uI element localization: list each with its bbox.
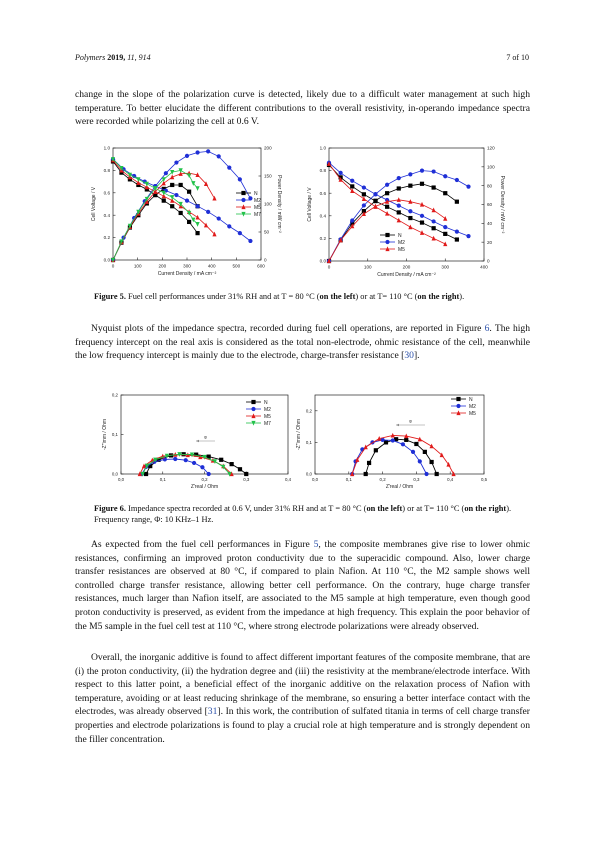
y2-axis-label: Power Density / mW cm⁻² bbox=[276, 175, 282, 233]
y2-tick-label: 100 bbox=[264, 201, 272, 207]
x-axis-label: Current Density / mA cm⁻² bbox=[377, 272, 436, 278]
power-point-M2 bbox=[185, 154, 189, 158]
voltage-point-M2 bbox=[362, 185, 366, 189]
x-tick-label: 200 bbox=[402, 264, 411, 270]
power-point-M7 bbox=[187, 173, 191, 178]
legend-label-N: N bbox=[398, 232, 402, 239]
plot-frame bbox=[329, 148, 484, 261]
impedance-point-N bbox=[364, 472, 368, 476]
y-tick-label: 0.6 bbox=[103, 190, 110, 196]
y-axis-label: -Z''imm / Ohm bbox=[102, 418, 108, 451]
y-tick-label: 0.4 bbox=[103, 212, 110, 218]
impedance-line-M5 bbox=[140, 455, 232, 474]
x-tick-label: 400 bbox=[480, 264, 488, 270]
impedance-point-M5 bbox=[364, 445, 368, 450]
legend-label-N: N bbox=[254, 190, 258, 197]
impedance-point-N bbox=[144, 472, 148, 476]
power-point-M2 bbox=[397, 176, 401, 180]
voltage-point-M7 bbox=[145, 182, 149, 187]
x-tick-label: 100 bbox=[133, 263, 142, 269]
impedance-point-N bbox=[435, 472, 439, 476]
frequency-arrow-head bbox=[396, 424, 399, 427]
voltage-point-M2 bbox=[408, 209, 412, 213]
nyquist-paragraph: Nyquist plots of the impedance spectra, recorded during fuel cell operations, are reported in Figure 6. The high frequency intercept on the real axis is considered as the total non-electrode, ohmic resistance of the cell, meanwhile the low frequency intercept is mainly due to the electrode, charge-transfer resistance [30]. bbox=[75, 323, 530, 362]
power-point-M2 bbox=[466, 185, 470, 189]
power-point-N bbox=[385, 191, 389, 195]
x-tick-label: 300 bbox=[441, 264, 450, 270]
voltage-point-M7 bbox=[128, 173, 132, 178]
x-tick-label: 0,0 bbox=[117, 477, 125, 482]
y2-tick-label: 50 bbox=[264, 229, 270, 235]
y2-tick-label: 200 bbox=[264, 145, 272, 151]
impedance-point-M2 bbox=[418, 459, 422, 463]
impedance-point-M2 bbox=[184, 458, 188, 462]
y2-tick-label: 150 bbox=[264, 173, 272, 179]
legend-label-M5: M5 bbox=[264, 413, 271, 420]
power-point-M2 bbox=[227, 166, 231, 170]
voltage-point-N bbox=[170, 204, 174, 208]
power-point-M5 bbox=[443, 216, 447, 221]
impedance-point-M2 bbox=[192, 461, 196, 465]
impedance-point-N bbox=[430, 460, 434, 464]
impedance-line-M7 bbox=[143, 454, 230, 474]
power-line-N bbox=[329, 184, 457, 261]
impedance-point-M2 bbox=[411, 450, 415, 454]
power-point-N bbox=[179, 183, 183, 187]
y-tick-label: 0,1 bbox=[111, 432, 118, 438]
x-tick-label: 0,3 bbox=[243, 477, 250, 482]
citation-30-link[interactable]: 30 bbox=[404, 350, 414, 362]
intro-paragraph: change in the slope of the polarization curve is detected, likely due to a difficult water management at such high temperature. To better elucidate the different contributions to the overall resistivity, in-operando impedance spectra were recorded while polarizing the cell at 0.6 V. bbox=[75, 89, 530, 128]
impedance-point-M5 bbox=[430, 444, 434, 449]
x-axis-label: Z'real / Ohm bbox=[190, 484, 219, 490]
legend-marker-N bbox=[456, 397, 460, 401]
x-tick-label: 0,5 bbox=[480, 477, 488, 482]
voltage-point-N bbox=[179, 211, 183, 215]
power-point-M2 bbox=[373, 192, 377, 196]
y2-tick-label: 0 bbox=[264, 257, 267, 263]
power-point-M2 bbox=[420, 169, 424, 173]
discussion-paragraph: As expected from the fuel cell performances in Figure 5, the composite membranes give rise to lower ohmic resistances, confirming an improved proton conductivity due to the superacidic compound. Also, lower charge transfer resistances are observed at 80 °C, if compared to plain Nafion. At 110 °C, the M2 sample shows well controlled charge transfer resistance, allowing better cell performance. On the contrary, huge charge transfer resistances, much larger than Nafion itself, are associated to the M5 sample at high temperature, even though good proton conductivity is preserved, as evident from the impedance at high frequency. This explain the poor behavior of the M5 sample in the fuel cell test at 110 °C, where strong electrode polarizations were already observed. bbox=[75, 539, 530, 632]
x-axis-label: Z'real / Ohm bbox=[385, 484, 414, 490]
voltage-point-N bbox=[408, 216, 412, 220]
voltage-point-M2 bbox=[185, 199, 189, 203]
voltage-line-N bbox=[113, 161, 198, 233]
legend-label-M7: M7 bbox=[264, 420, 271, 427]
power-point-M2 bbox=[455, 178, 459, 182]
impedance-point-N bbox=[374, 448, 378, 452]
figure-6-link[interactable]: 6 bbox=[484, 323, 490, 334]
plot-frame bbox=[113, 148, 261, 260]
power-point-N bbox=[420, 182, 424, 186]
voltage-point-M2 bbox=[397, 204, 401, 208]
impedance-point-M2 bbox=[207, 472, 211, 476]
power-point-M2 bbox=[195, 150, 199, 154]
x-tick-label: 0 bbox=[327, 264, 331, 270]
x-tick-label: 0,4 bbox=[284, 477, 292, 482]
y2-axis-label: Power Density / mW cm⁻² bbox=[499, 175, 505, 234]
voltage-point-M5 bbox=[443, 241, 447, 246]
figure-6 bbox=[0, 385, 595, 515]
voltage-point-N bbox=[443, 232, 447, 236]
y-tick-label: 0.0 bbox=[319, 258, 326, 264]
power-point-M7 bbox=[195, 186, 199, 191]
impedance-chart-80c bbox=[102, 393, 292, 490]
voltage-point-M5 bbox=[362, 196, 366, 201]
polarization-chart-80c bbox=[91, 146, 282, 277]
voltage-point-M2 bbox=[206, 210, 210, 214]
legend-label-M2: M2 bbox=[264, 406, 271, 413]
voltage-point-M2 bbox=[466, 234, 470, 238]
impedance-point-M2 bbox=[173, 457, 177, 461]
power-point-M2 bbox=[385, 183, 389, 187]
power-point-N bbox=[373, 199, 377, 203]
impedance-point-M2 bbox=[200, 465, 204, 469]
voltage-point-M2 bbox=[227, 224, 231, 228]
legend-label-N: N bbox=[264, 399, 268, 406]
x-tick-label: 0,1 bbox=[345, 477, 352, 482]
y-tick-label: 0,0 bbox=[305, 471, 312, 477]
y-tick-label: 0,1 bbox=[305, 440, 312, 445]
power-point-M2 bbox=[217, 154, 221, 158]
voltage-point-M2 bbox=[432, 219, 436, 223]
y-tick-label: 0.2 bbox=[103, 235, 110, 241]
legend-label-M2: M2 bbox=[398, 239, 405, 246]
x-tick-label: 500 bbox=[232, 263, 241, 269]
legend-label-M7: M7 bbox=[254, 211, 261, 218]
voltage-line-N bbox=[329, 165, 457, 240]
voltage-point-M7 bbox=[170, 195, 174, 200]
legend-marker-M2 bbox=[456, 404, 460, 408]
power-point-M7 bbox=[170, 170, 174, 175]
y2-tick-label: 20 bbox=[487, 239, 493, 245]
voltage-point-M5 bbox=[432, 236, 436, 241]
x-axis-label: Current Density / mA cm⁻² bbox=[157, 271, 217, 277]
power-point-N bbox=[170, 183, 174, 187]
y2-tick-label: 60 bbox=[487, 202, 493, 208]
x-tick-label: 0,4 bbox=[447, 477, 454, 482]
frequency-annotation: Φ bbox=[408, 419, 413, 424]
voltage-point-M7 bbox=[195, 222, 199, 227]
y2-tick-label: 100 bbox=[487, 164, 495, 170]
power-point-M2 bbox=[174, 160, 178, 164]
voltage-point-N bbox=[397, 210, 401, 214]
legend-marker-M2 bbox=[251, 407, 255, 411]
voltage-point-M5 bbox=[385, 211, 389, 216]
y-axis-label: Cell Voltage / V bbox=[91, 186, 97, 222]
legend-label-M5: M5 bbox=[254, 204, 261, 211]
x-tick-label: 300 bbox=[183, 263, 191, 269]
voltage-point-M2 bbox=[339, 171, 343, 175]
voltage-point-M5 bbox=[408, 225, 412, 230]
voltage-line-M2 bbox=[113, 159, 250, 241]
impedance-point-N bbox=[238, 467, 242, 471]
voltage-point-M2 bbox=[238, 231, 242, 235]
legend-label-M2: M2 bbox=[254, 197, 261, 204]
y-axis-label: -Z''imm / Ohm bbox=[296, 418, 302, 451]
y-tick-label: 0,2 bbox=[305, 408, 312, 414]
voltage-point-M5 bbox=[397, 218, 401, 223]
y-tick-label: 0.6 bbox=[319, 190, 326, 196]
figure-6-caption: Figure 6. Impedance spectra recorded at 0.6 V, under 31% RH and at T = 80 °C (on the left) or at T= 110 °C (on the right). Frequency range, Φ: 10 KHz–1 Hz. bbox=[94, 504, 512, 525]
overall-paragraph: Overall, the inorganic additive is found to affect different important features of the composite membrane, that are (i) the proton conductivity, (ii) the hydration degree and (iii) the resistivity at the membrane/electrode interface. With respect to this latter point, a beneficial effect of the inorganic additive on the relaxation process of Nafion with temperature, avoiding or at least reducing shrinkage of the membrane, so ensuring a better interface contact with the electrodes, was already observed [31]. In this work, the contribution of sulfated titania in terms of cell charge transfer properties and electrode polarizations is found to play a crucial role at high temperature and is strongly dependent on the filler concentration. bbox=[75, 652, 530, 745]
power-point-M2 bbox=[164, 171, 168, 175]
power-point-N bbox=[187, 190, 191, 194]
legend-marker-N bbox=[251, 400, 255, 404]
impedance-point-M2 bbox=[424, 472, 428, 476]
power-point-M2 bbox=[350, 218, 354, 222]
legend-marker-M2 bbox=[241, 198, 245, 202]
journal-citation: Polymers 2019, 11, 914 bbox=[75, 53, 151, 62]
power-point-M5 bbox=[397, 197, 401, 202]
power-point-N bbox=[408, 184, 412, 188]
x-tick-label: 0,2 bbox=[379, 477, 386, 482]
y-tick-label: 0.4 bbox=[319, 213, 326, 219]
voltage-point-M5 bbox=[195, 215, 199, 220]
legend-marker-N bbox=[385, 233, 389, 237]
voltage-point-M2 bbox=[248, 239, 252, 243]
y-tick-label: 0.8 bbox=[103, 168, 110, 173]
power-point-N bbox=[432, 185, 436, 189]
x-tick-label: 0,0 bbox=[311, 477, 319, 482]
legend-label-N: N bbox=[469, 396, 473, 403]
power-point-M2 bbox=[362, 203, 366, 207]
impedance-point-N bbox=[367, 461, 371, 465]
voltage-point-N bbox=[385, 205, 389, 209]
frequency-arrow-head bbox=[196, 440, 199, 443]
voltage-point-M2 bbox=[420, 214, 424, 218]
impedance-point-N bbox=[230, 462, 234, 466]
voltage-point-N bbox=[195, 231, 199, 235]
voltage-point-M7 bbox=[162, 191, 166, 196]
x-tick-label: 0,3 bbox=[413, 477, 420, 482]
power-point-N bbox=[443, 191, 447, 195]
x-tick-label: 600 bbox=[257, 263, 265, 269]
voltage-point-N bbox=[187, 220, 191, 224]
y2-tick-label: 0 bbox=[487, 258, 490, 264]
voltage-point-M2 bbox=[217, 216, 221, 220]
power-point-N bbox=[455, 200, 459, 204]
y-tick-label: 0,0 bbox=[111, 471, 118, 477]
x-tick-label: 200 bbox=[158, 263, 167, 269]
y2-tick-label: 120 bbox=[487, 145, 495, 151]
voltage-point-N bbox=[162, 199, 166, 203]
power-line-M7 bbox=[113, 170, 198, 260]
figure-5-link[interactable]: 5 bbox=[313, 539, 319, 550]
legend-label-M2: M2 bbox=[469, 403, 476, 410]
power-point-M2 bbox=[238, 177, 242, 181]
voltage-point-M2 bbox=[443, 225, 447, 229]
y-tick-label: 1.0 bbox=[103, 145, 110, 151]
power-point-N bbox=[397, 186, 401, 190]
power-point-M2 bbox=[206, 149, 210, 153]
page-number: 7 of 10 bbox=[506, 53, 529, 62]
voltage-point-N bbox=[350, 184, 354, 188]
impedance-point-N bbox=[414, 442, 418, 446]
impedance-point-N bbox=[219, 458, 223, 462]
voltage-point-M2 bbox=[174, 193, 178, 197]
voltage-point-M2 bbox=[195, 204, 199, 208]
y-tick-label: 0.8 bbox=[319, 168, 326, 174]
figure-5-caption: Figure 5. Fuel cell performances under 31% RH and at T = 80 °C (on the left) or at T= 110 °C (on the right). bbox=[94, 292, 465, 301]
power-point-M2 bbox=[408, 172, 412, 176]
impedance-point-N bbox=[384, 440, 388, 444]
power-point-M2 bbox=[432, 169, 436, 173]
voltage-point-M2 bbox=[455, 230, 459, 234]
frequency-annotation: Φ bbox=[203, 435, 208, 440]
x-tick-label: 400 bbox=[207, 263, 216, 269]
impedance-point-M2 bbox=[391, 438, 395, 442]
voltage-point-N bbox=[420, 220, 424, 224]
legend-label-M5: M5 bbox=[398, 246, 405, 253]
impedance-point-M2 bbox=[401, 442, 405, 446]
impedance-point-N bbox=[404, 438, 408, 442]
impedance-point-N bbox=[244, 472, 248, 476]
voltage-point-M2 bbox=[350, 179, 354, 183]
impedance-chart-110c bbox=[296, 395, 488, 490]
voltage-point-N bbox=[432, 226, 436, 230]
x-tick-label: 0 bbox=[111, 263, 115, 269]
polarization-chart-110c bbox=[307, 146, 505, 278]
citation-31-link[interactable]: 31 bbox=[207, 706, 218, 718]
y2-tick-label: 40 bbox=[487, 220, 493, 226]
y-tick-label: 0.2 bbox=[319, 236, 326, 241]
y-tick-label: 1.0 bbox=[319, 145, 326, 151]
y-tick-label: 0,2 bbox=[111, 392, 118, 398]
x-tick-label: 100 bbox=[363, 264, 372, 270]
voltage-point-N bbox=[362, 192, 366, 196]
legend-label-M5: M5 bbox=[469, 410, 476, 417]
x-tick-label: 0,1 bbox=[159, 477, 166, 482]
power-point-M2 bbox=[443, 174, 447, 178]
y2-tick-label: 80 bbox=[487, 183, 493, 189]
voltage-point-M5 bbox=[204, 223, 208, 228]
voltage-point-N bbox=[455, 237, 459, 241]
legend-marker-M2 bbox=[385, 240, 389, 244]
impedance-point-N bbox=[423, 450, 427, 454]
legend-marker-N bbox=[241, 191, 245, 195]
y-tick-label: 0.0 bbox=[103, 257, 110, 263]
y-axis-label: Cell Voltage / V bbox=[307, 187, 313, 222]
x-tick-label: 0,2 bbox=[201, 477, 208, 482]
